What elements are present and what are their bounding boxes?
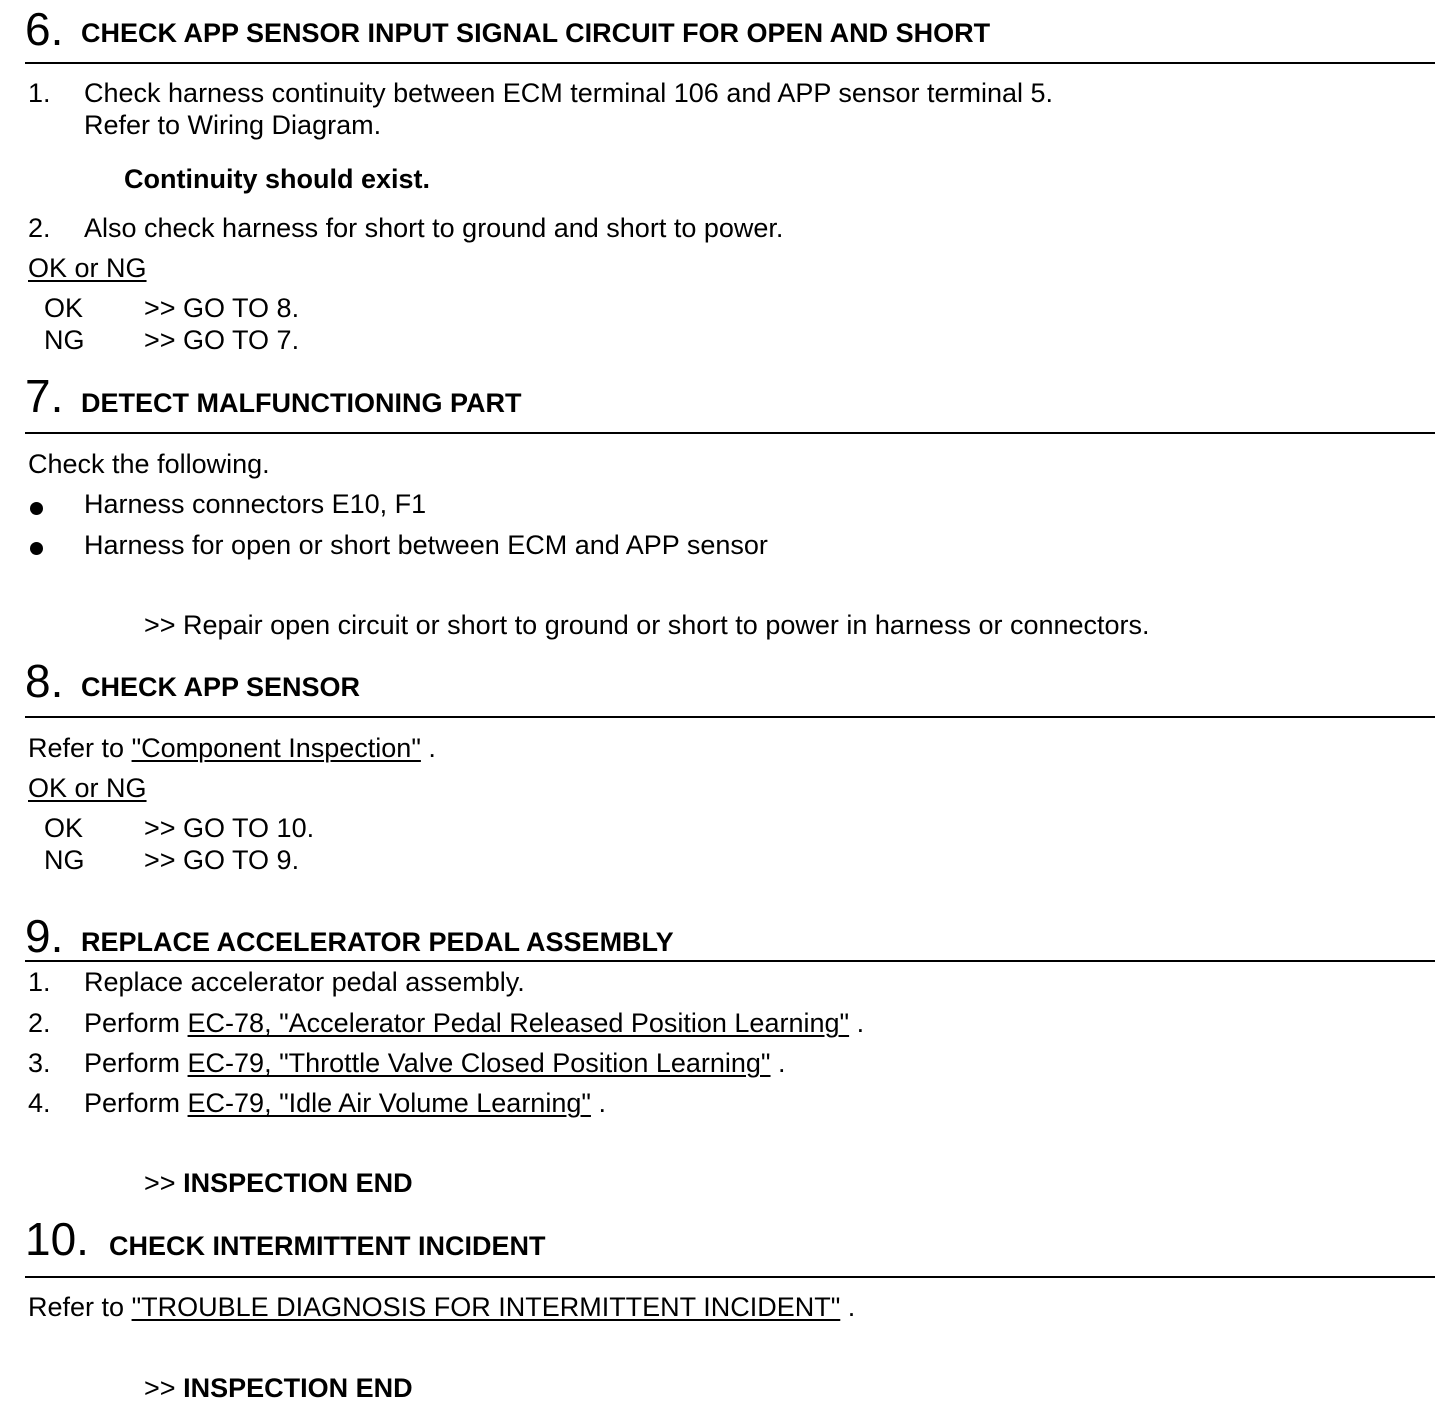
step-10-end-text: INSPECTION END [183, 1373, 413, 1403]
step-9-item-4-prefix: Perform [84, 1088, 181, 1118]
step-8-refer [28, 733, 436, 763]
step-10-refer-suffix: . [847, 1292, 856, 1322]
step-9-item-3-suffix: . [778, 1048, 786, 1078]
step-8-refer-prefix: Refer to [28, 733, 125, 763]
step-9-number: 9. [25, 910, 64, 962]
accelerator-pedal-learning-link[interactable]: EC-78, "Accelerator Pedal Released Position Learning" [187, 1008, 850, 1038]
bullet-icon [30, 542, 43, 555]
step-9-item-3-number: 3. [28, 1048, 51, 1078]
step-6-ng-action: >> GO TO 7. [144, 325, 300, 355]
step-6-spec: Continuity should exist. [124, 164, 431, 194]
step-9-end-arrow: >> [144, 1168, 176, 1198]
step-8-ok-action: >> GO TO 10. [144, 813, 315, 843]
step-9-item-3 [84, 1048, 786, 1078]
step-6-item-1-line-1: Check harness continuity between ECM terminal 106 and APP sensor terminal 5. [84, 78, 1054, 108]
step-8-title: CHECK APP SENSOR [81, 672, 361, 702]
step-6-title: CHECK APP SENSOR INPUT SIGNAL CIRCUIT FOR OPEN AND SHORT [81, 18, 991, 48]
step-10-number: 10. [25, 1213, 89, 1265]
step-9-item-1: Replace accelerator pedal assembly. [84, 967, 525, 997]
step-7-intro: Check the following. [28, 449, 270, 479]
step-7-rule [25, 432, 1435, 434]
step-6-ok-label: OK [44, 293, 84, 323]
step-9-item-4 [84, 1088, 606, 1118]
step-6-item-1-number: 1. [28, 78, 51, 108]
step-6-ok-action: >> GO TO 8. [144, 293, 300, 323]
step-9-item-2 [84, 1008, 864, 1038]
step-8-refer-suffix: . [428, 733, 436, 763]
step-9-rule [25, 960, 1435, 962]
step-9-item-1-number: 1. [28, 967, 51, 997]
step-9-end-text: INSPECTION END [183, 1168, 413, 1198]
bullet-icon [30, 502, 43, 515]
step-8-number: 8. [25, 655, 64, 707]
step-9-item-2-suffix: . [856, 1008, 865, 1038]
step-9-item-2-number: 2. [28, 1008, 51, 1038]
step-9-item-4-number: 4. [28, 1088, 51, 1118]
step-7-number: 7. [25, 370, 64, 422]
intermittent-incident-link[interactable]: "TROUBLE DIAGNOSIS FOR INTERMITTENT INCIDENT" [131, 1292, 841, 1322]
step-10-refer [28, 1292, 855, 1322]
step-7-bullet-1: Harness connectors E10, F1 [84, 489, 427, 519]
step-6-item-2: Also check harness for short to ground and short to power. [84, 213, 784, 243]
step-10-rule [25, 1276, 1435, 1278]
step-8-rule [25, 716, 1435, 718]
step-7-bullet-2: Harness for open or short between ECM and APP sensor [84, 530, 768, 560]
idle-air-volume-learning-link[interactable]: EC-79, "Idle Air Volume Learning" [187, 1088, 591, 1118]
step-10-end [144, 1373, 413, 1403]
throttle-valve-learning-link[interactable]: EC-79, "Throttle Valve Closed Position Learning" [187, 1048, 771, 1078]
step-10-refer-prefix: Refer to [28, 1292, 125, 1322]
step-6-item-1-line-2: Refer to Wiring Diagram. [84, 110, 382, 140]
step-9-item-3-prefix: Perform [84, 1048, 181, 1078]
step-6-ok-or-ng: OK or NG [28, 253, 147, 283]
step-10-title: CHECK INTERMITTENT INCIDENT [109, 1231, 546, 1261]
step-9-item-2-prefix: Perform [84, 1008, 181, 1038]
step-7-action: >> Repair open circuit or short to ground or short to power in harness or connectors. [144, 610, 1150, 640]
step-6-ng-label: NG [44, 325, 85, 355]
step-9-end [144, 1168, 413, 1198]
step-9-item-4-suffix: . [598, 1088, 606, 1118]
step-6-rule [25, 62, 1435, 64]
step-6-item-2-number: 2. [28, 213, 51, 243]
step-9-title: REPLACE ACCELERATOR PEDAL ASSEMBLY [81, 927, 674, 957]
step-8-ng-action: >> GO TO 9. [144, 845, 300, 875]
component-inspection-link[interactable]: "Component Inspection" [131, 733, 421, 763]
step-6-number: 6. [25, 3, 64, 55]
step-7-title: DETECT MALFUNCTIONING PART [81, 388, 522, 418]
step-8-ng-label: NG [44, 845, 85, 875]
step-8-ok-or-ng: OK or NG [28, 773, 147, 803]
step-8-ok-label: OK [44, 813, 84, 843]
step-10-end-arrow: >> [144, 1373, 176, 1403]
